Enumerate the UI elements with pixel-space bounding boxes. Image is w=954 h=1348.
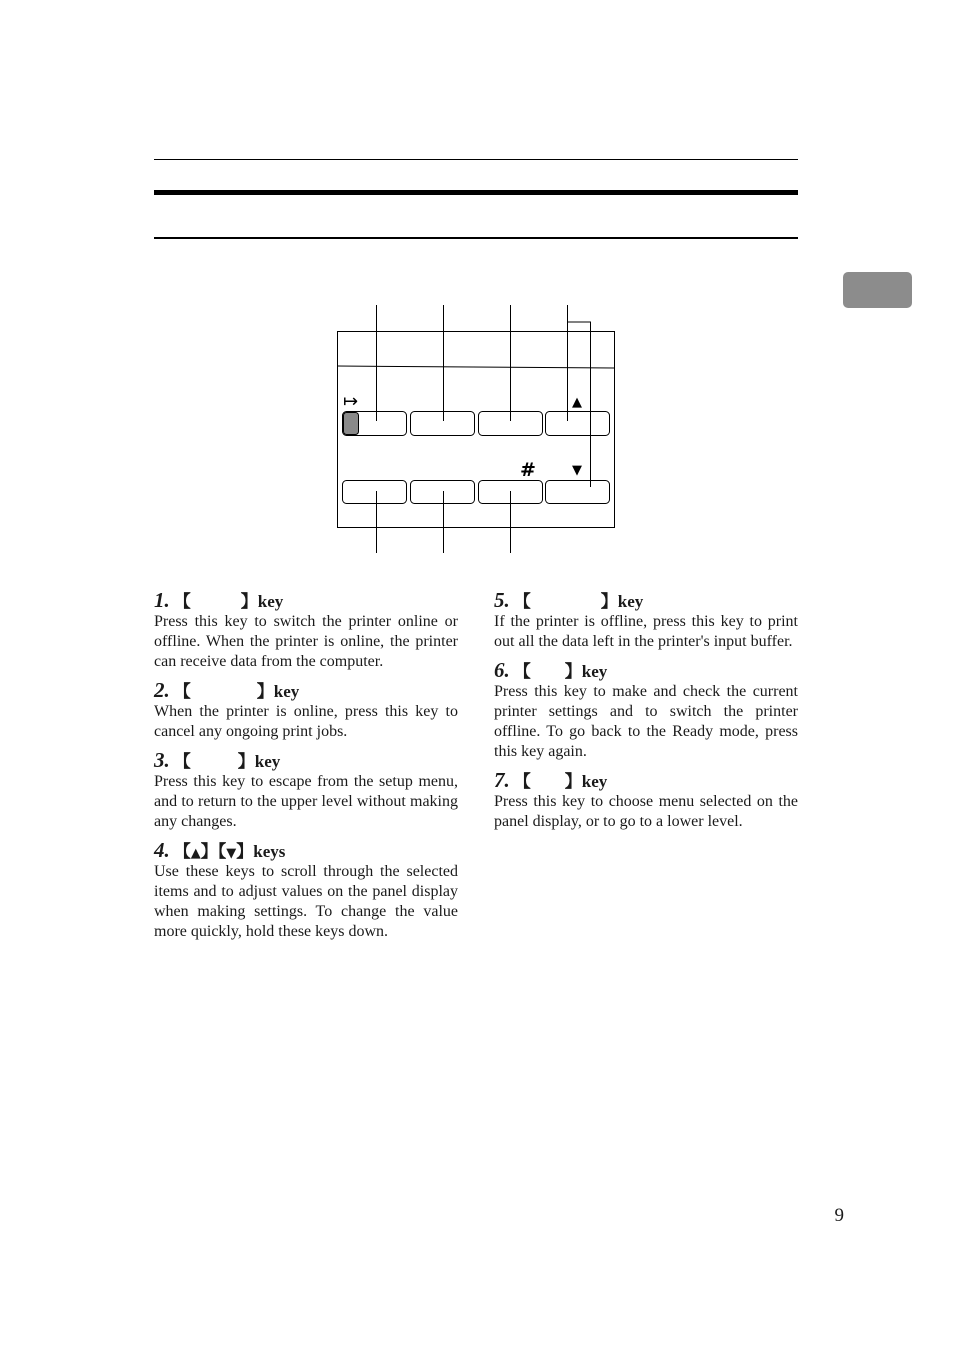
key-menu xyxy=(411,481,475,504)
item-text-5: If the printer is offline, press this key to print out all the data left in the printer's input buffer. xyxy=(494,613,798,650)
down-arrow-icon: ▼ xyxy=(226,846,237,861)
control-panel-diagram xyxy=(0,0,954,600)
item-heading-3: 3. 【 】key xyxy=(154,748,281,772)
key-up xyxy=(546,412,610,436)
item-heading-1: 1. 【 】key xyxy=(154,588,284,612)
hash-icon: # xyxy=(520,459,536,481)
down-arrow-icon: ▼ xyxy=(572,463,582,478)
right-column xyxy=(494,588,798,832)
up-arrow-icon: ▲ xyxy=(572,395,582,410)
item-heading-4: 4. 【▲】【▼】keys xyxy=(154,838,286,862)
item-text-7: Press this key to choose menu selected on the panel display, or to go to a lower level. xyxy=(494,793,798,830)
item-text-4: Use these keys to scroll through the selected items and to adjust values on the panel display when making settings. To change the value more quickly, hold these keys down. xyxy=(154,863,458,940)
page-number: 9 xyxy=(834,1205,844,1226)
item-heading-7: 7. 【 】key xyxy=(494,768,608,792)
up-arrow-icon: ▲ xyxy=(190,846,201,861)
left-column xyxy=(154,588,458,942)
item-text-1: Press this key to switch the printer online or offline. When the printer is online, the printer can receive data from the computer. xyxy=(154,613,458,670)
item-text-6: Press this key to make and check the current printer settings and to switch the printer offline. To go back to the Ready mode, press this key again. xyxy=(494,683,798,760)
item-heading-6: 6. 【 】key xyxy=(494,658,608,682)
item-heading-2: 2. 【 】key xyxy=(154,678,300,702)
item-heading-5: 5. 【 】key xyxy=(494,588,644,612)
key-job-reset xyxy=(411,412,475,436)
key-down xyxy=(546,481,610,504)
item-text-2: When the printer is online, press this key to cancel any ongoing print jobs. xyxy=(154,703,458,740)
display-window-line xyxy=(337,366,614,368)
online-indicator xyxy=(344,413,359,435)
key-form-feed xyxy=(343,481,407,504)
item-text-3: Press this key to escape from the setup menu, and to return to the upper level without making any changes. xyxy=(154,773,458,830)
online-arrow-icon: ↦ xyxy=(343,391,359,412)
